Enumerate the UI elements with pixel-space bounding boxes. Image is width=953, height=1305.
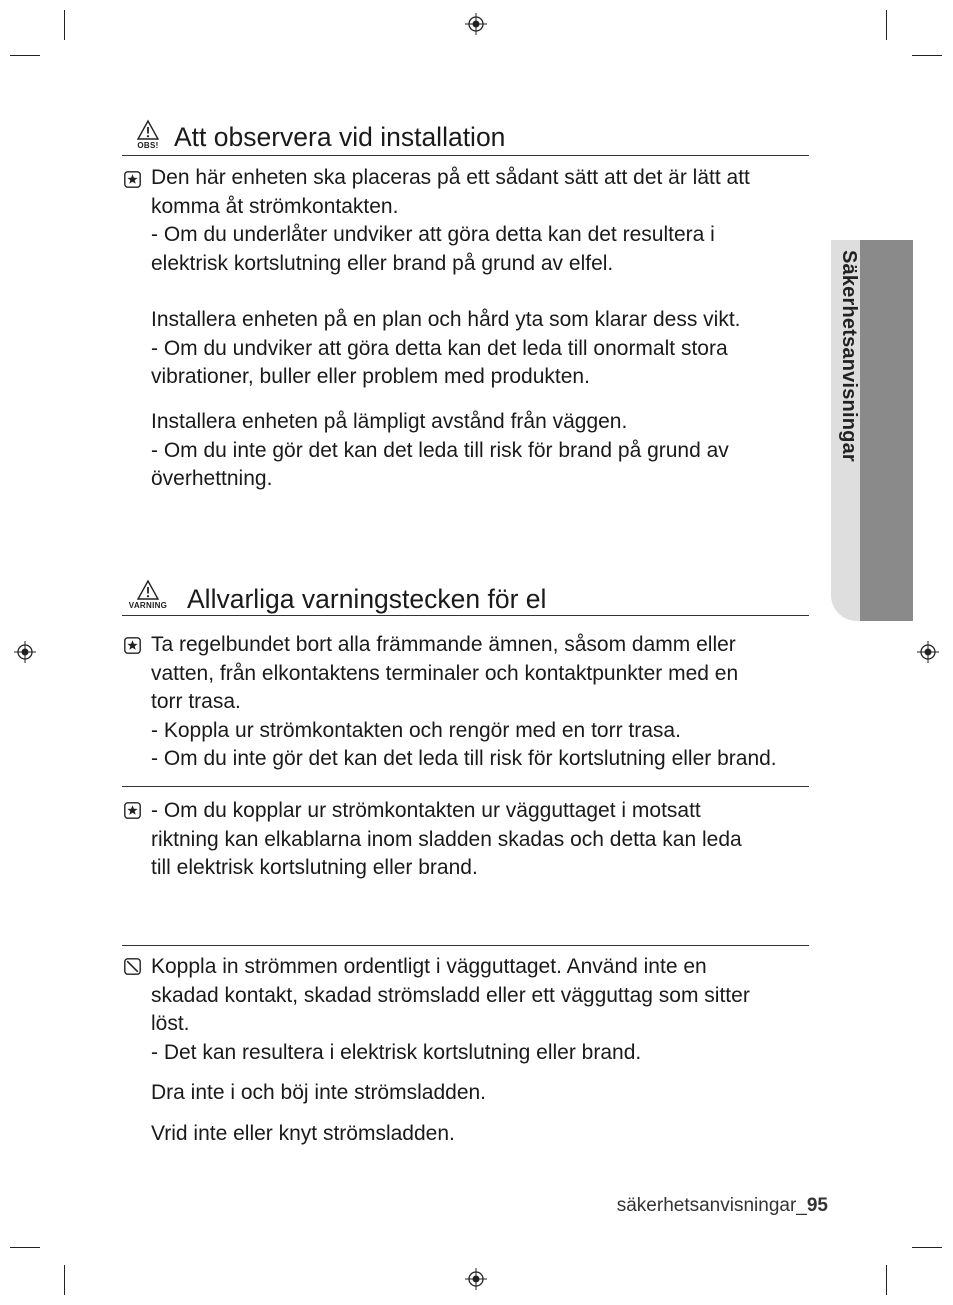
text-line: Ta regelbundet bort alla främmande ämnen, såsom damm eller (151, 633, 736, 656)
page-footer (617, 1195, 828, 1217)
text-line: - Om du inte gör det kan det leda till risk för kortslutning eller brand. (151, 747, 777, 770)
prohibited-icon (124, 958, 141, 975)
text-line: överhettning. (151, 467, 273, 490)
paragraph (151, 1079, 851, 1108)
paragraph (151, 1120, 851, 1149)
registration-mark-icon (14, 641, 36, 663)
registration-mark-icon (917, 641, 939, 663)
warning-triangle-icon (136, 579, 160, 601)
text-line: Koppla in strömmen ordentligt i vägguttaget. Använd inte en (151, 955, 707, 978)
text-line: komma åt strömkontakten. (151, 194, 399, 218)
page-number: 95 (806, 1195, 828, 1216)
paragraph (151, 797, 851, 883)
divider (122, 786, 809, 787)
text-line: - Koppla ur strömkontakten och rengör med en torr trasa. (151, 718, 681, 742)
crop-mark (886, 1265, 887, 1295)
text-line: elektrisk kortslutning eller brand på grund av elfel. (151, 251, 614, 275)
side-tab-label: Säkerhetsanvisningar (838, 250, 860, 462)
footer-section-name: säkerhetsanvisningar_ (616, 1195, 807, 1216)
text-line: Installera enheten på lämpligt avstånd från väggen. (151, 410, 628, 433)
side-tab-dark-band (860, 240, 913, 621)
crop-mark (64, 1265, 65, 1295)
text-line: Installera enheten på en plan och hård yta som klarar dess vikt. (151, 308, 741, 331)
text-line: - Om du inte gör det kan det leda till risk för brand på grund av (151, 438, 729, 462)
caution-tag: OBS! (137, 141, 159, 150)
paragraph (151, 631, 851, 774)
crop-mark (886, 10, 887, 40)
crop-mark (10, 55, 40, 56)
text-line: vibrationer, buller eller problem med produkten. (151, 365, 590, 388)
text-line: vatten, från elkontaktens terminaler och kontaktpunkter med en (151, 661, 739, 685)
text-line: Den här enheten ska placeras på ett sådant sätt att det är lätt att (151, 166, 750, 189)
crop-mark (64, 10, 65, 40)
section-heading-warning (122, 579, 809, 616)
crop-mark (10, 1247, 40, 1248)
text-line: - Det kan resultera i elektrisk kortslutning eller brand. (151, 1040, 642, 1064)
star-box-icon (124, 171, 141, 188)
text-line: skadad kontakt, skadad strömsladd eller ett vägguttag som sitter (151, 983, 750, 1007)
divider (122, 945, 809, 946)
text-line: löst. (151, 1012, 190, 1035)
section-title: Att observera vid installation (174, 122, 506, 152)
warning-triangle-icon (136, 119, 160, 141)
registration-mark-icon (465, 1268, 487, 1290)
text-line: till elektrisk kortslutning eller brand. (151, 856, 478, 879)
warning-tag: VARNING (128, 601, 168, 610)
paragraph (151, 953, 851, 1067)
text-line: riktning kan elkablarna inom sladden skadas och detta kan leda (151, 827, 742, 851)
caution-badge (122, 119, 174, 150)
registration-mark-icon (465, 13, 487, 35)
paragraph (151, 306, 851, 392)
crop-mark (912, 1247, 942, 1248)
text-line: torr trasa. (151, 690, 241, 713)
crop-mark (912, 55, 942, 56)
paragraph (151, 408, 851, 494)
text-line: Vrid inte eller knyt strömsladden. (151, 1122, 455, 1145)
section-title: Allvarliga varningstecken för el (187, 584, 547, 614)
text-line: - Om du underlåter undviker att göra detta kan det resultera i (151, 223, 715, 246)
paragraph (151, 164, 851, 278)
text-line: - Om du undviker att göra detta kan det leda till onormalt stora (151, 336, 728, 360)
text-line: - Om du kopplar ur strömkontakten ur vägguttaget i motsatt (151, 799, 701, 822)
star-box-icon (124, 637, 141, 654)
warning-badge (122, 579, 174, 610)
section-heading-caution (122, 119, 809, 156)
side-tab-label-wrap (836, 250, 860, 550)
text-line: Dra inte i och böj inte strömsladden. (151, 1081, 487, 1104)
star-box-icon (124, 802, 141, 819)
